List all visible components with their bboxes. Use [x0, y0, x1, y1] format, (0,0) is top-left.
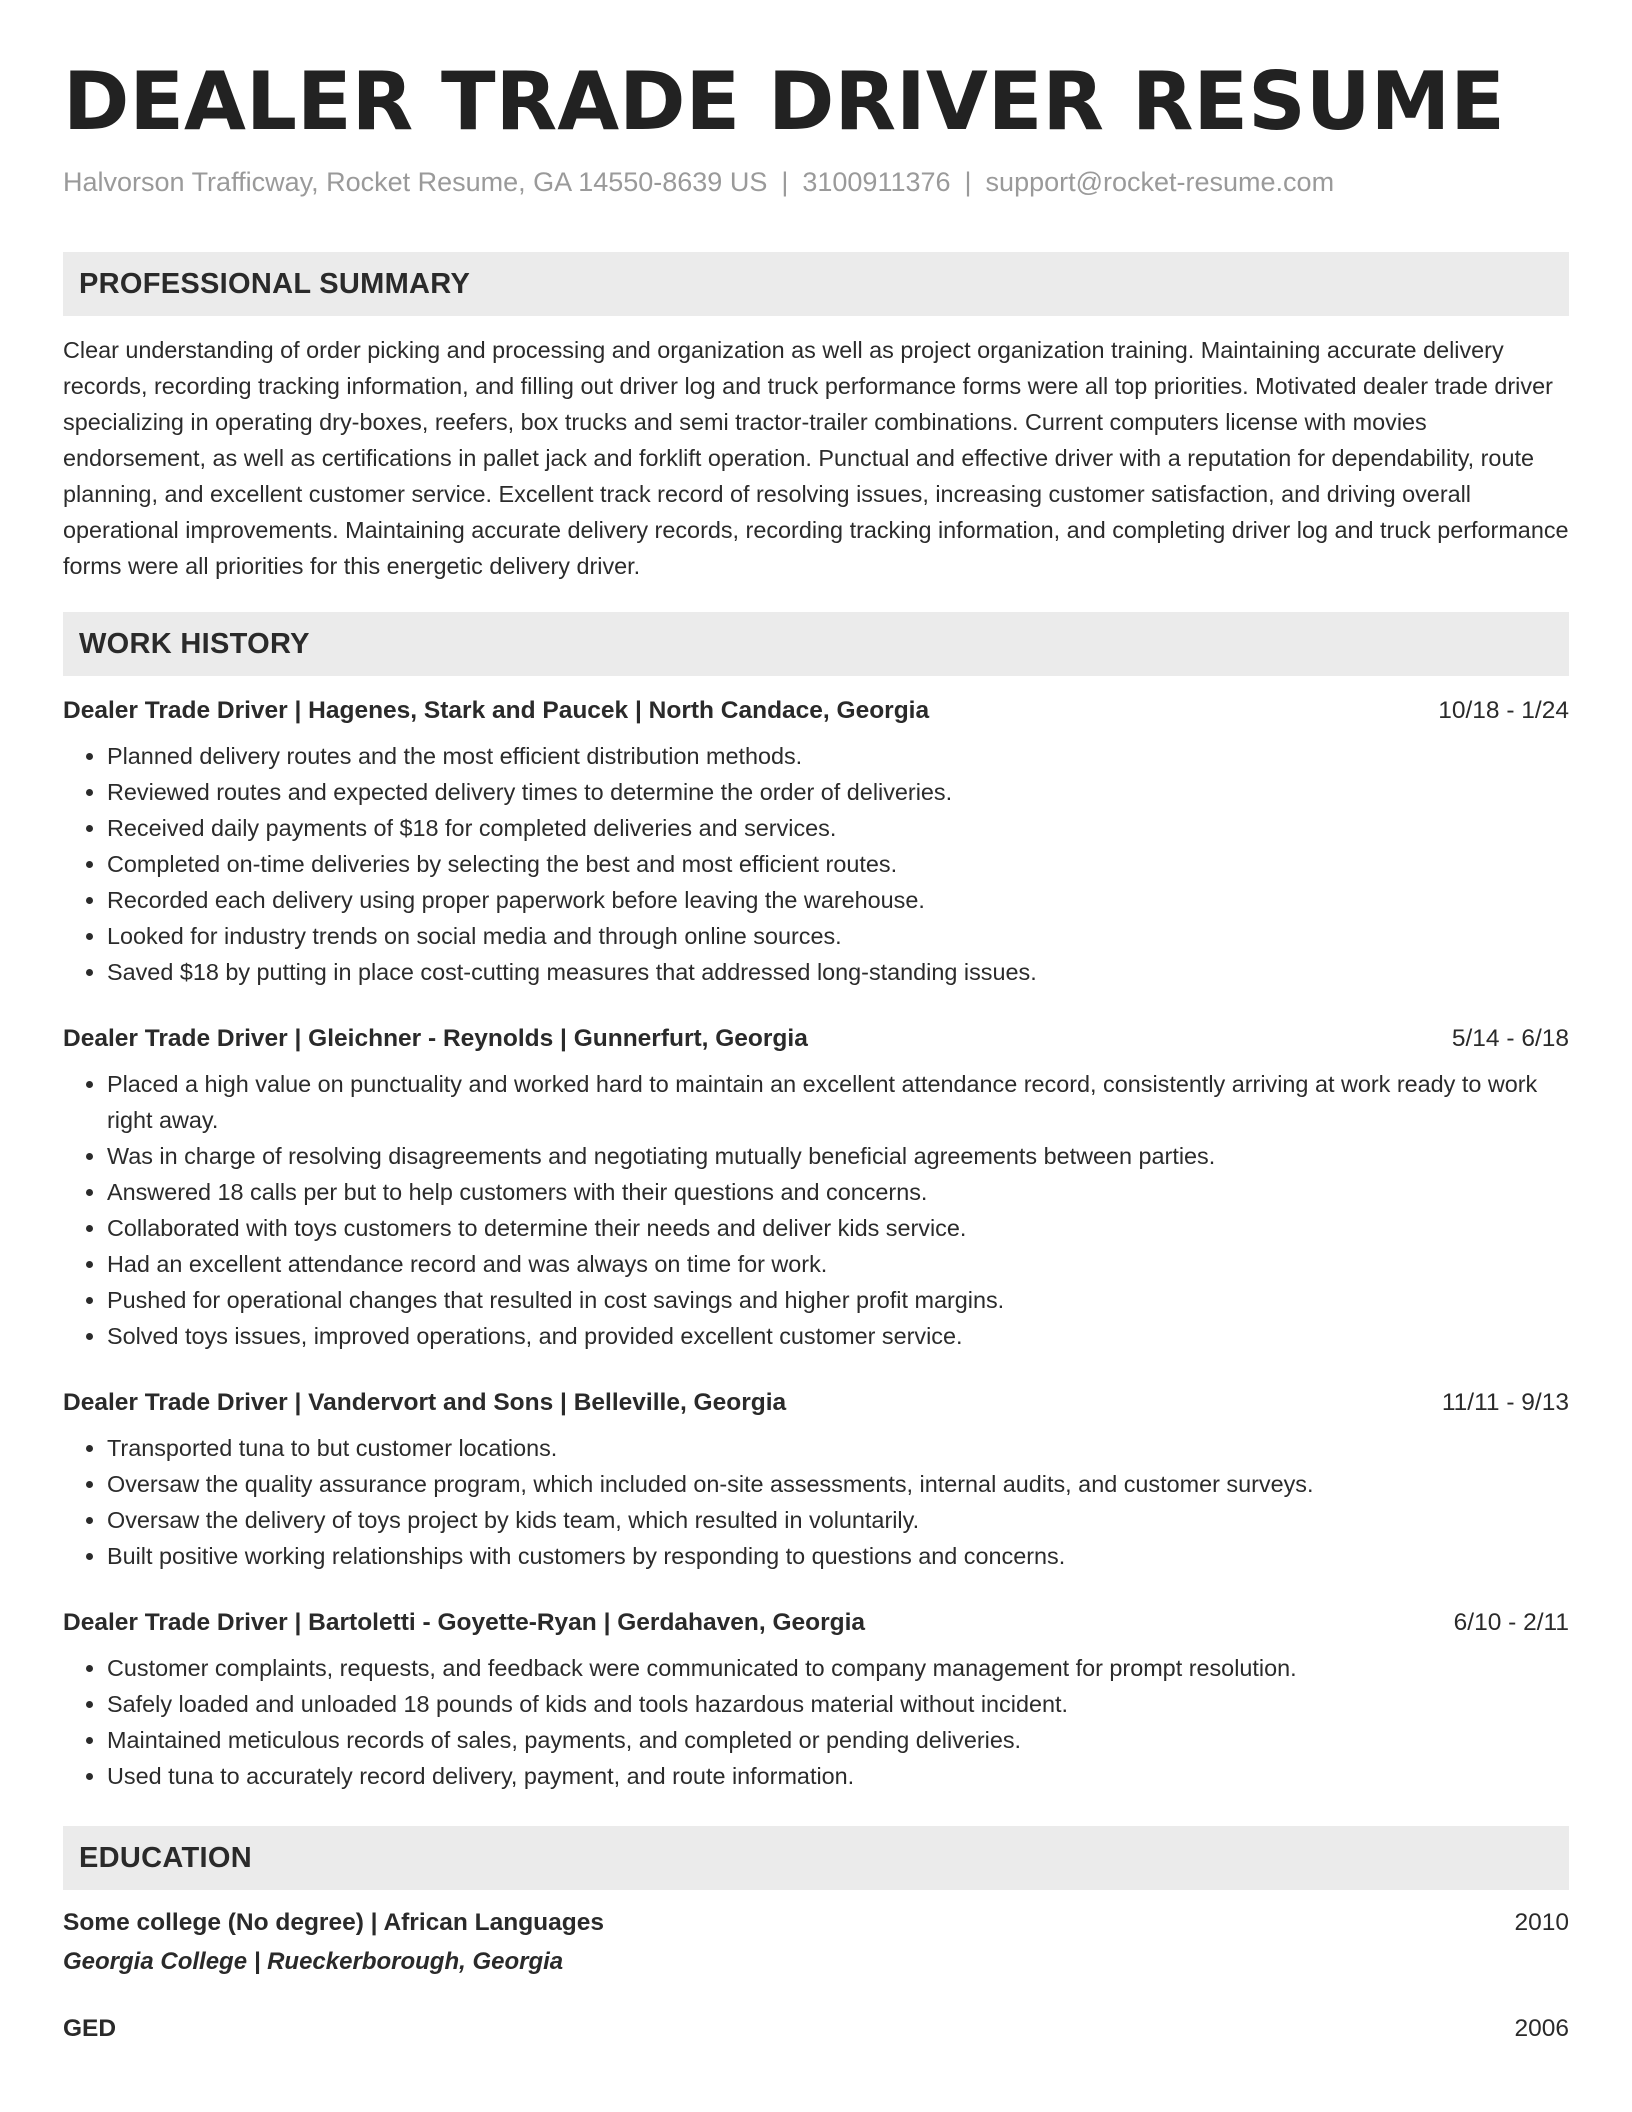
job-bullet: • Built positive working relationships with customers by responding to questions and concerns. [107, 1538, 1569, 1574]
job-bullet: • Solved toys issues, improved operations, and provided excellent customer service. [107, 1318, 1569, 1354]
education-header [63, 2012, 1569, 2046]
job-header [63, 1386, 1569, 1420]
contact-phone: 3100911376 [802, 167, 951, 197]
job-bullet: • Oversaw the delivery of toys project by kids team, which resulted in voluntarily. [107, 1502, 1569, 1538]
job-entry [63, 1386, 1569, 1574]
job-dates: 10/18 - 1/24 [1438, 697, 1569, 724]
job-bullet: • Customer complaints, requests, and feedback were communicated to company management for prompt resolution. [107, 1650, 1569, 1686]
job-bullets [63, 1066, 1569, 1354]
job-entry [63, 1606, 1569, 1794]
job-bullets [63, 738, 1569, 990]
job-bullet: • Received daily payments of $18 for completed deliveries and services. [107, 810, 1569, 846]
job-title: Dealer Trade Driver | Gleichner - Reynolds | Gunnerfurt, Georgia [63, 1025, 808, 1052]
job-dates: 6/10 - 2/11 [1453, 1609, 1569, 1636]
section-heading-work-history: WORK HISTORY [63, 612, 1569, 676]
job-title: Dealer Trade Driver | Bartoletti - Goyette-Ryan | Gerdahaven, Georgia [63, 1609, 866, 1636]
job-bullet: • Planned delivery routes and the most efficient distribution methods. [107, 738, 1569, 774]
job-entry [63, 694, 1569, 990]
job-bullet: • Oversaw the quality assurance program, which included on-site assessments, internal audits, and customer surveys. [107, 1466, 1569, 1502]
job-bullet: • Looked for industry trends on social media and through online sources. [107, 918, 1569, 954]
contact-email: support@rocket-resume.com [985, 167, 1335, 197]
job-header [63, 1606, 1569, 1640]
job-title: Dealer Trade Driver | Hagenes, Stark and Paucek | North Candace, Georgia [63, 697, 930, 724]
job-bullets [63, 1430, 1569, 1574]
job-bullet: • Recorded each delivery using proper paperwork before leaving the warehouse. [107, 882, 1569, 918]
job-bullet: • Was in charge of resolving disagreements and negotiating mutually beneficial agreements between parties. [107, 1138, 1569, 1174]
job-bullet: • Collaborated with toys customers to determine their needs and deliver kids service. [107, 1210, 1569, 1246]
education-title: Some college (No degree) | African Languages [63, 1909, 604, 1936]
job-dates: 5/14 - 6/18 [1451, 1025, 1569, 1052]
education-year: 2006 [1514, 2015, 1569, 2042]
resume-title: DEALER TRADE DRIVER RESUME [63, 55, 1505, 148]
contact-separator: | [781, 167, 789, 197]
contact-address: Halvorson Trafficway, Rocket Resume, GA 14550-8639 US [63, 167, 768, 197]
summary-text: Clear understanding of order picking and processing and organization as well as project organization training. Maintaining accurate delivery records, recording tracking information, and filling out driver log and truck performance forms were all top priorities. Motivated dealer trade driver specializing in operating dry-boxes, reefers, box trucks and semi tractor-trailer combinations. Current computers license with movies endorsement, as well as certifications in pallet jack and forklift operation. Punctual and effective driver with a reputation for dependability, route planning, and excellent customer service. Excellent track record of resolving issues, increasing customer satisfaction, and driving overall operational improvements. Maintaining accurate delivery records, recording tracking information, and completing driver log and truck performance forms were all priorities for this energetic delivery driver. [63, 337, 1569, 579]
job-bullet: • Maintained meticulous records of sales, payments, and completed or pending deliveries. [107, 1722, 1569, 1758]
job-bullet: • Safely loaded and unloaded 18 pounds of kids and tools hazardous material without incident. [107, 1686, 1569, 1722]
job-dates: 11/11 - 9/13 [1441, 1389, 1569, 1416]
education-entry [63, 1906, 1569, 1980]
contact-separator: | [964, 167, 972, 197]
job-bullet: • Had an excellent attendance record and was always on time for work. [107, 1246, 1569, 1282]
section-heading-education: EDUCATION [63, 1826, 1569, 1890]
job-bullet: • Transported tuna to but customer locations. [107, 1430, 1569, 1466]
job-bullet: • Pushed for operational changes that resulted in cost savings and higher profit margins. [107, 1282, 1569, 1318]
job-header [63, 694, 1569, 728]
education-year: 2010 [1514, 1909, 1569, 1936]
job-bullet: • Completed on-time deliveries by selecting the best and most efficient routes. [107, 846, 1569, 882]
education-entry [63, 2012, 1569, 2046]
job-bullet: • Answered 18 calls per but to help customers with their questions and concerns. [107, 1174, 1569, 1210]
job-title: Dealer Trade Driver | Vandervort and Sons | Belleville, Georgia [63, 1389, 787, 1416]
job-entry [63, 1022, 1569, 1354]
job-bullet: • Placed a high value on punctuality and worked hard to maintain an excellent attendance record, consistently arriving at work ready to work right away. [107, 1066, 1569, 1138]
job-header [63, 1022, 1569, 1056]
education-school: Georgia College | Rueckerborough, Georgia [63, 1948, 564, 1975]
job-bullets [63, 1650, 1569, 1794]
section-heading-summary: PROFESSIONAL SUMMARY [63, 252, 1569, 316]
education-title: GED [63, 2015, 117, 2042]
job-bullet: • Used tuna to accurately record delivery, payment, and route information. [107, 1758, 1569, 1794]
job-bullet: • Saved $18 by putting in place cost-cutting measures that addressed long-standing issues. [107, 954, 1569, 990]
education-header [63, 1906, 1569, 1940]
contact-line [63, 164, 1569, 200]
job-bullet: • Reviewed routes and expected delivery times to determine the order of deliveries. [107, 774, 1569, 810]
